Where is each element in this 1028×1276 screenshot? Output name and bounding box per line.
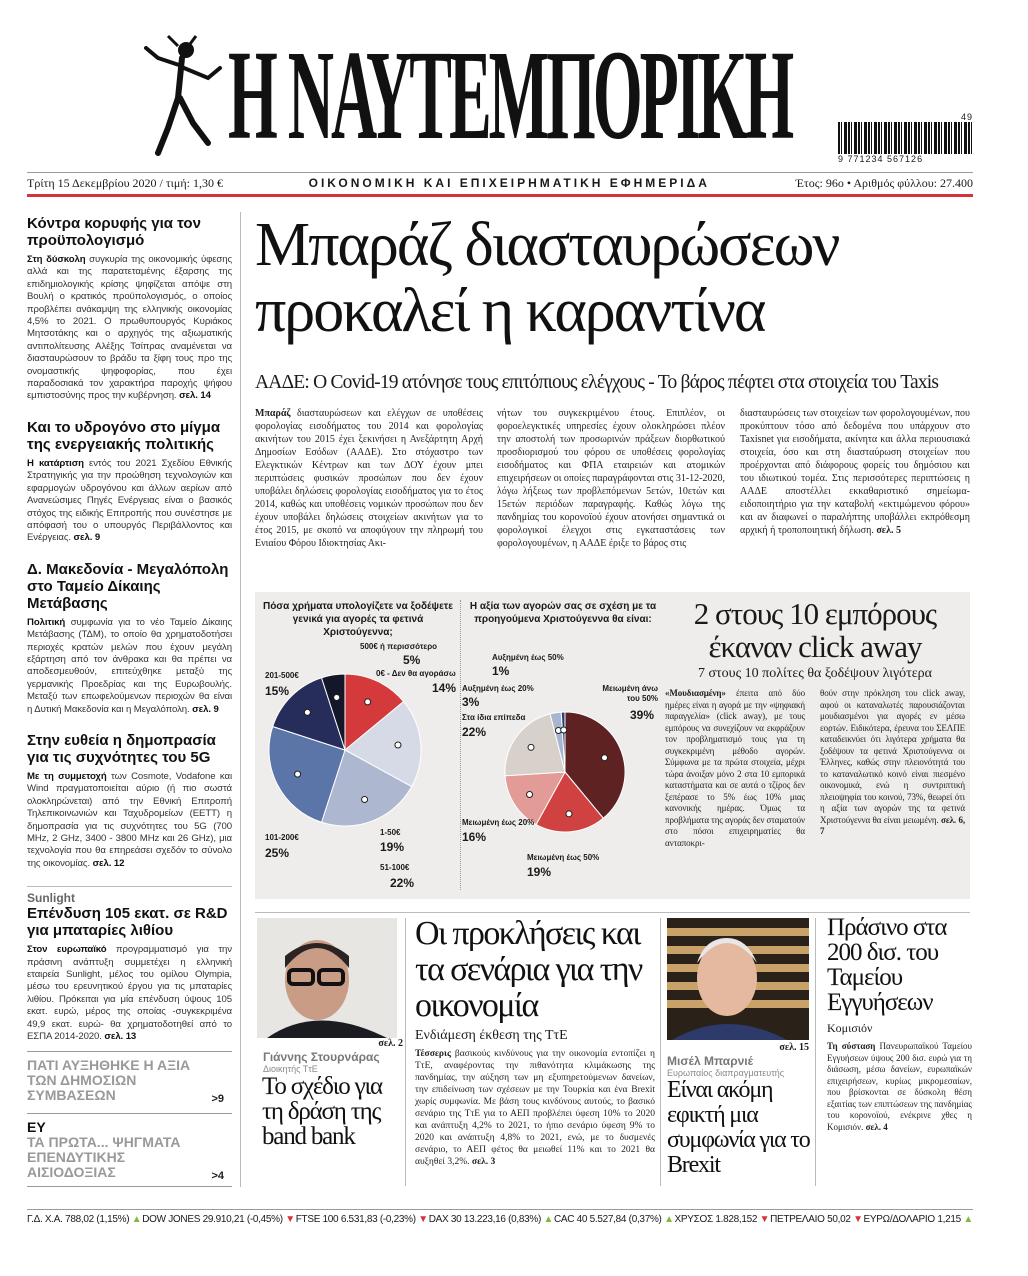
- fund-headline[interactable]: Πράσινο στα 200 δισ. του Ταμείου Εγγυήσεων: [827, 914, 947, 1016]
- ticker-value: 788,02 (1,15%): [65, 1214, 130, 1225]
- arrow-up-icon: ▲: [131, 1214, 142, 1225]
- economy-story: [415, 916, 655, 1168]
- pie1-label: 0€ - Δεν θα αγοράσω: [376, 669, 456, 678]
- brief-article[interactable]: [27, 886, 232, 1043]
- teaser-page: >9: [211, 1093, 224, 1106]
- ticker-name: ΕΥΡΩ/ΔΟΛΑΡΙΟ: [863, 1214, 935, 1225]
- brief-body: συμφωνία για το νέο Ταμείο Δίκαιης Μετάβασης (ΤΔΜ), το οποίο θα χρηματοδοτήσει περιοχές κρατών μελών που έχουν μεγάλη εξάρτηση από τον άνθρακα και θα πρέπει να αποδεσμευθούν, επιτεύχθηκε μεταξύ της γερμανικής Προεδρίας και της Ευρωβουλής. Μεταξύ των επωφελούμενων περιοχών θα είναι η Δυτική Μακεδονία και η Μεγαλόπολη.: [27, 616, 232, 715]
- market-ticker: [27, 1209, 973, 1225]
- pie2-value: 16%: [462, 830, 487, 844]
- column-text: διασταυρώσεων και ελέγχων σε υποθέσεις φορολογίας εισοδήματος του 2014 και φορολογίας ακινήτων του 2015 έχει ξεκινήσει η Ανεξάρτητη Αρχή Δημοσίων Εσόδων (ΑΑΔΕ). Στο στόχαστρο των Ελεγκτικών Κέντρων και των ΔΟΥ έχουν μπει περιπτώσεις φυσικών προσώπων που δεν έχουν υποβάλει δηλώσεις φορολογίας εισοδήματος για το έτος 2014, καθώς και υποθέσεις νομικών προσώπων που δεν έχουν υποβάλει δηλώσεις στοιχείων ακινήτων για το έτος 2015, με σκοπό να αποφύγουν την πληρωμή του Ενιαίου Φόρου Ιδιοκτησίας Ακι-: [255, 408, 483, 549]
- ticker-item: [864, 1214, 973, 1225]
- barnier-headline[interactable]: Είναι ακόμη εφικτή μια συμφωνία για το Brexit: [667, 1077, 810, 1178]
- slice-marker: [602, 755, 608, 761]
- teaser-box[interactable]: [27, 1051, 232, 1109]
- pie1-value: 5%: [403, 653, 421, 667]
- barcode-number: 9 771234 567126: [838, 154, 924, 164]
- teaser-page: >4: [211, 1170, 224, 1183]
- page-ref: σελ. 4: [865, 1121, 888, 1132]
- column-text: θούν στην πρόκληση του click away, αφού οι καταναλωτές παρουσιάζονται μουδιασμένοι για αγορές εν μέσω εορτών. Ειδικότερα, έρευνα του ΣΕΛΠΕ καταδεικνύει ότι λιγότερα χρήματα θα ξοδέψουν τα φετινά Χριστούγεννα οι Έλληνες, καθώς στην πλειονότητά του το καταναλωτικό κοινό είναι πιεσμένο οικονομικά, ενώ η συντριπτική πλειοψηφία του κοινού, 73%, θεωρεί ότι η αξία των αγορών της τα φετινά Χριστούγεννα θα είναι μειωμένη.: [820, 688, 965, 825]
- pie1-label: 101-200€: [265, 833, 299, 842]
- pie2-label: Αυξημένη έως 50%: [492, 653, 564, 662]
- ticker-name: ΠΕΤΡΕΛΑΙΟ: [770, 1214, 825, 1225]
- pie2-label: Αυξημένη έως 20%: [462, 684, 534, 693]
- arrow-down-icon: ▼: [759, 1214, 770, 1225]
- ticker-name: DOW JONES: [142, 1214, 201, 1225]
- masthead-title: Η ΝΑΥΤΕΜΠΟΡΙΚΗ: [228, 24, 792, 166]
- lead-column-3: [740, 407, 970, 537]
- lead-column-1: [255, 407, 483, 550]
- brief-lead: Στον ευρωπαϊκό: [27, 944, 107, 956]
- ticker-item: [142, 1214, 295, 1225]
- column-divider: [405, 918, 406, 1186]
- left-column: [27, 215, 232, 1187]
- brief-article[interactable]: [27, 732, 232, 870]
- arrow-down-icon: ▼: [853, 1214, 863, 1225]
- pie2-label: Μειωμένη έως 50%: [527, 853, 600, 862]
- arrow-down-icon: ▼: [285, 1214, 295, 1225]
- pie1-label: 500€ ή περισσότερο: [360, 642, 438, 651]
- page-ref: σελ. 9: [73, 532, 101, 544]
- stournaras-photo: [257, 918, 397, 1038]
- ticker-name: ΧΡΥΣΟΣ: [674, 1214, 713, 1225]
- slice-marker: [528, 744, 534, 750]
- page-ref: σελ. 12: [92, 857, 125, 869]
- pie1-label: 1-50€: [380, 828, 401, 837]
- pie2-value: 3%: [462, 695, 480, 709]
- ticker-item: [770, 1214, 863, 1225]
- arrow-up-icon: ▲: [543, 1214, 554, 1225]
- lead-word: Τη σύσταση: [827, 1041, 876, 1051]
- brief-lead: Η κατάρτιση: [27, 457, 84, 469]
- headline-line: προκαλεί η καραντίνα: [255, 277, 765, 345]
- slice-marker: [395, 742, 401, 748]
- ticker-value: 50,02: [827, 1214, 851, 1225]
- arrow-down-icon: ▼: [418, 1214, 428, 1225]
- info-strip: [27, 176, 973, 191]
- column-text: βασικούς κινδύνους για την οικονομία εντοπίζει η ΤτΕ, αναφέροντας την πιθανότητα κλιμάκωσης της πανδημίας, την αύξηση των μη εξυπηρετούμενων δανείων, την επιδείνωση των σχέσεων με την Τουρκία και ένα Brexit χωρίς συμφωνία. Με βάση τους κινδύνους αυτούς, το βασικό σενάριο της ΤτΕ για το ΑΕΠ προβλέπει ύφεση 10% το 2020 και ανάπτυξη 4,2% το 2021, το ήπιο σενάριο ύφεση 9% το 2020 και ανάπτυξη 4,8% το 2021, ενώ, με το δυσμενές σενάριο, το ΑΕΠ φέτος θα μειωθεί 11% και το 2021 θα αυξηθεί 3,2%.: [415, 1049, 655, 1167]
- brief-article[interactable]: [27, 419, 232, 545]
- divider: [255, 912, 970, 913]
- brief-title: Δ. Μακεδονία - Μεγαλόπολη στο Ταμείο Δίκαιης Μετάβασης: [27, 560, 229, 612]
- pie2-value: 19%: [527, 865, 552, 879]
- headline-line: Μπαράζ διασταυρώσεων: [255, 211, 839, 279]
- brief-kicker: Sunlight: [27, 891, 75, 906]
- date-price: Τρίτη 15 Δεκεμβρίου 2020 / τιμή: 1,30 €: [27, 176, 223, 190]
- divider: [27, 172, 973, 173]
- brief-title: Και το υδρογόνο στο μίγμα της ενεργειακής πολιτικής: [27, 418, 221, 453]
- ticker-item: [429, 1214, 553, 1225]
- column-divider: [815, 918, 816, 1186]
- slice-marker: [304, 709, 310, 715]
- brief-body: συγκυρία της οικονομικής ύφεσης αλλά και της παρατεταμένης έξαρσης της επιδημιολογικής κρίσης ψηφίζεται απόψε στη Βουλή ο κρατικός προϋπολογισμός, ο οποίος προβλέπει ανάκαμψη της ελληνικής οικονομίας 4,5% το 2021. Ο πρωθυπουργός Κυριάκος Μητσοτάκης και ο αρχηγός της αξιωματικής αντιπολίτευσης Αλέξης Τσίπρας αναμένεται να διασταυρώσουν το βράδυ τα ξίφη τους προ της ονομαστικής ψηφοφορίας, που έχει παραδοσιακά τον χαρακτήρα παροχής ψήφου εμπιστοσύνης προς την κυβέρνηση.: [27, 254, 232, 402]
- ticker-value: 1.828,152: [715, 1214, 758, 1225]
- lead-word: Τέσσερις: [415, 1049, 451, 1059]
- pie1-value: 22%: [390, 876, 415, 890]
- ticker-name: DAX 30: [428, 1214, 462, 1225]
- brief-title: Επένδυση 105 εκατ. σε R&D για μπαταρίες λιθίου: [27, 905, 228, 940]
- slice-marker: [561, 727, 567, 733]
- ticker-value: 5.527,84 (0,37%): [589, 1214, 662, 1225]
- brief-body: εντός του 2021 Σχεδίου Εθνικής Στρατηγικής για την προώθηση τεχνολογιών και εφαρμογών υδρογόνου και άλλων αερίων από Ανανεώσιμες Πηγές Ενέργειας είναι ο βασικός στόχος της ειδικής Επιτροπής που συνέστησε με απόφασή του ο υπουργός Περιβάλλοντος και Ενέργειας.: [27, 457, 232, 544]
- brief-lead: Πολιτική: [27, 616, 66, 628]
- year-issue: Έτος: 96ο • Αριθμός φύλλου: 27.400: [795, 176, 973, 190]
- person-role: Ευρωπαίος διαπραγματευτής: [667, 1068, 785, 1078]
- pie2-value: 39%: [630, 708, 655, 722]
- ticker-value: 29.910,21 (-0,45%): [202, 1214, 283, 1225]
- lead-word: «Μουδιασμένη»: [665, 688, 726, 698]
- barcode: [838, 112, 973, 167]
- column-divider: [660, 918, 661, 1186]
- hermes-logo: [138, 28, 228, 158]
- teaser-title: ΤΑ ΠΡΩΤΑ... ΨΗΓΜΑΤΑ ΕΠΕΝΔΥΤΙΚΗΣ ΑΙΣΙΟΔΟΞΙΑΣ: [27, 1134, 181, 1181]
- page-ref: σελ. 15: [779, 1042, 809, 1053]
- teaser-title: ΠΑΤΙ ΑΥΞΗΘΗΚΕ Η ΑΞΙΑ ΤΩΝ ΔΗΜΟΣΙΩΝ ΣΥΜΒΑΣΕΩΝ: [27, 1057, 191, 1104]
- brief-lead: Στη δύσκολη: [27, 254, 86, 265]
- arrow-up-icon: ▲: [664, 1214, 674, 1225]
- brief-body: των Cosmote, Vodafone και Wind πραγματοποιείται αύριο (ή πιο σωστά ολοκληρώνεται) από την Εθνική Επιτροπή Τηλεπικοινωνιών και Ταχυδρομείων (ΕΕΤΤ) η δημοπρασία για τις συχνότητες του 5G (700 MHz, 2 GHz, 3400 - 3800 MHz και 26 GHz), μια τεχνολογία που θα επηρεάσει σχεδόν το σύνολο της οικονομίας.: [27, 770, 232, 869]
- fund-subhead: Κομισιόν: [827, 1021, 873, 1035]
- person-name: Γιάννης Στουρνάρας: [263, 1050, 380, 1064]
- clickaway-column-2: [820, 688, 965, 838]
- clickaway-headline[interactable]: [665, 597, 965, 663]
- pie2-label: Μειωμένη άνω του 50%: [602, 684, 658, 703]
- clickaway-subhead: 7 στους 10 πολίτες θα ξοδέψουν λιγότερα: [698, 666, 932, 681]
- lead-column-2: νήτων του συγκεκριμένου έτους. Επιπλέον, οι φοροελεγκτικές υπηρεσίες έχουν ολοκληρώσει πλέον την αποστολή των προσωρινών πράξεων διορθωτικού προσδιορισμού του φόρου σε υποθέσεις φορολογίας εισοδήματος και ΦΠΑ εταιρειών και ατομικών επιχειρήσεων οι οποίες παραγράφονται στις 31-12-2020, λόγω λήξεως των προβλεπόμενων 5ετών, 10ετών και 15ετών περιόδων παραγραφής. Καθώς λόγω της πανδημίας του κορονοϊού έχουν ατονήσει σημαντικά οι φορολογικοί έλεγχοι στις εγκαταστάσεις των φορολογουμένων, η ΑΑΔΕ έριξε το βάρος στις: [497, 408, 725, 549]
- brief-body: προγραμματισμό για την πράσινη ανάπτυξη συμμετέχει η ελληνική εταιρεία Sunlight, μέλος του ομίλου Olympia, μέσω του ερευνητικού έργου για τις μπαταρίες λιθίου. Πρόκειται για μία επένδυση ύψους 105 εκατ. ευρώ, μέρος της οποίας -συγκεκριμένα 49,9 εκατ. ευρώ- θα χρηματοδοτηθεί από το ΕΣΠΑ 2014-2020.: [27, 944, 232, 1043]
- brief-title: Στην ευθεία η δημοπρασία για τις συχνότητες του 5G: [27, 731, 216, 766]
- pie2-label: Μειωμένη έως 20%: [462, 818, 535, 827]
- pie2-value: 1%: [492, 664, 510, 678]
- page-ref: σελ. 3: [471, 1157, 496, 1167]
- teaser-kicker: ΕΥ: [27, 1119, 46, 1136]
- chart-title: Η αξία των αγορών σας σε σχέση με τα προηγούμενα Χριστούγεννα θα είναι:: [469, 601, 657, 625]
- headline-line: 2 στους 10 εμπόρους: [693, 596, 937, 631]
- ticker-name: FTSE 100: [295, 1214, 339, 1225]
- brief-title: Κόντρα κορυφής για τον προϋπολογισμό: [27, 215, 201, 249]
- barnier-photo: [667, 918, 809, 1040]
- brief-article[interactable]: [27, 215, 232, 403]
- economy-headline[interactable]: Οι προκλήσεις και τα σενάρια για την οικονομία: [415, 915, 642, 1024]
- page-ref: σελ. 2: [378, 1038, 403, 1049]
- tagline: ΟΙΚΟΝΟΜΙΚΗ ΚΑΙ ΕΠΙΧΕΙΡΗΜΑΤΙΚΗ ΕΦΗΜΕΡΙΔΑ: [308, 176, 710, 190]
- slice-marker: [362, 796, 368, 802]
- slice-marker: [295, 771, 301, 777]
- slice-marker: [365, 699, 371, 705]
- page-ref: σελ. 14: [179, 390, 211, 402]
- page-ref: σελ. 6, 7: [820, 814, 965, 836]
- pie1-value: 25%: [265, 846, 290, 860]
- column-text: διασταυρώσεις των στοιχείων των φορολογουμένων, που προκύπτουν τόσο από δεδομένα που υπάρχουν στο Taxisnet για εισοδήματα, ακίνητα και άλλα περιουσιακά στοιχεία, όσο και στη διασταύρωση στοιχείων που προέρχονται από διάφορους φορείς του δημόσιου και του ιδιωτικού τομέα. Στις περισσότερες περιπτώσεις η ΑΑΔΕ αποστέλλει εκκαθαριστικό σημείωμα-ειδοποιητήριο για την καταβολή «εκτιμώμενου φόρου» και αν διαφωνεί ο παραλήπτης υποβάλλει εκπρόθεσμη αρχική ή τροποποιητική δήλωση.: [740, 408, 970, 536]
- page-ref: σελ. 9: [192, 703, 219, 715]
- lead-subhead: ΑΑΔΕ: Ο Covid-19 ατόνησε τους επιτόπιους ελέγχους - Το βάρος πέφτει στα στοιχεία του Taxis: [255, 372, 939, 393]
- barcode-issue: 49: [960, 112, 973, 122]
- fund-body: [827, 1041, 972, 1133]
- slice-marker: [334, 694, 340, 700]
- column-text: έπειτα από δύο ημέρες είναι η αγορά με την «ψηφιακή παραγγελία» (click away), με τους εμπόρους να συνεχίζουν να εκφράζουν τον προβληματισμό τους για τη συγκεκριμένη μέθοδο αγορών. Σύμφωνα με τα πρώτα στοιχεία, μέχρι τώρα άνοιξαν μόνο 2 στα 10 εμπορικά καταστήματα και σε αυτά ο τζίρος δεν ξεπέρασε το 5% έως 10% μιας κανονικής ημέρας. Όμως τα προβλήματα της αγοράς δεν σταματούν στο πόσοι επιχειρηματίες θα ανταποκρι-: [665, 688, 805, 848]
- economy-subhead: Ενδιάμεση έκθεση της ΤτΕ: [415, 1028, 568, 1043]
- person-name: Μισέλ Μπαρνιέ: [667, 1054, 754, 1068]
- ticker-value: 6.531,83 (-0,23%): [340, 1214, 416, 1225]
- slice-marker: [527, 792, 533, 798]
- pie1-label: 51-100€: [380, 863, 410, 872]
- stournaras-headline[interactable]: Το σχέδιο για τη δράση της band bank: [262, 1073, 382, 1150]
- teaser-box[interactable]: [27, 1113, 232, 1187]
- page-ref: σελ. 5: [876, 525, 901, 536]
- column-text: Πανευρωπαϊκού Ταμείου Εγγυήσεων ύψους 200 δισ. ευρώ για τη διάσωση, μέσω δανείων, ευρωπαϊκών επιχειρήσεων, κυρίως μικρομεσαίων, που βρίσκονται σε δύσκολη θέση εξαιτίας των επιπτώσεων της πανδημίας του κορονοϊού, ενέκρινε χθες η Κομισιόν.: [827, 1041, 972, 1132]
- pie1-value: 15%: [265, 684, 290, 698]
- ticker-name: CAC 40: [553, 1214, 588, 1225]
- page-ref: σελ. 13: [104, 1031, 137, 1043]
- ticker-item: [675, 1214, 770, 1225]
- ticker-value: 13.223,16 (0,83%): [463, 1214, 542, 1225]
- ticker-value: 1,215: [937, 1214, 961, 1225]
- column-divider: [240, 212, 241, 1187]
- ticker-item: [27, 1214, 141, 1225]
- ticker-name: Γ.Δ. Χ.Α.: [27, 1214, 63, 1225]
- fund-story: [827, 915, 972, 1133]
- arrow-up-icon: ▲: [963, 1214, 973, 1225]
- slice-marker: [566, 811, 572, 817]
- brief-article[interactable]: [27, 561, 232, 716]
- pie1-label: 201-500€: [265, 671, 299, 680]
- lead-word: Μπαράζ: [255, 408, 291, 419]
- barcode-bars: [838, 122, 973, 154]
- economy-body: [415, 1048, 655, 1168]
- brief-lead: Με τη συμμετοχή: [27, 770, 107, 782]
- clickaway-column-1: [665, 688, 805, 849]
- lead-headline[interactable]: [255, 212, 838, 344]
- barnier-story: [667, 1042, 813, 1178]
- red-divider: [27, 194, 973, 197]
- ticker-item: [554, 1214, 674, 1225]
- ticker-item: [296, 1214, 428, 1225]
- stournaras-story: [257, 1038, 403, 1149]
- person-role: Διοικητής ΤτΕ: [263, 1064, 318, 1074]
- pie1-value: 14%: [432, 681, 457, 695]
- pie1-value: 19%: [380, 840, 405, 854]
- chart-title: Πόσα χρήματα υπολογίζετε να ξοδέψετε γενικά για αγορές τα φετινά Χριστούγεννα;: [262, 601, 454, 638]
- pie2-value: 22%: [462, 725, 487, 739]
- headline-line: έκαναν click away: [708, 629, 922, 664]
- pie2-label: Στα ίδια επίπεδα: [462, 713, 526, 722]
